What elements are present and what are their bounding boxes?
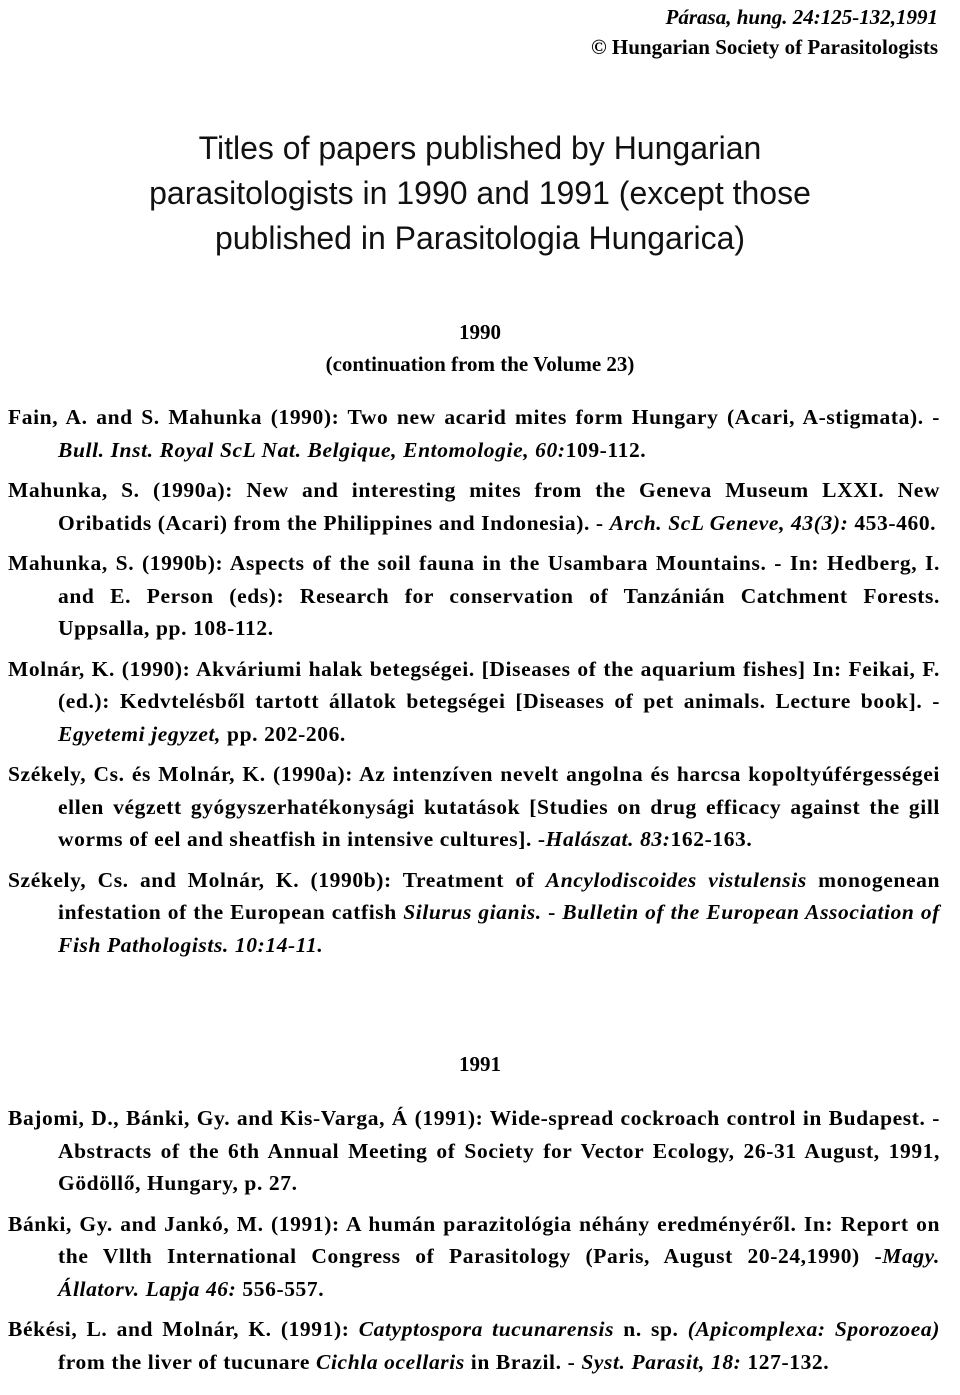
reference-item: Molnár, K. (1990): Akváriumi halak betegségei. [Diseases of the aquarium fishes] In: Feikai, F. (ed.): Kedvtelésből tartott állatok betegségei [Diseases of pet animals. Lecture book]. - Egyetemi jegyzet, pp. 202-206. [8, 656, 940, 746]
reference-item: Bajomi, D., Bánki, Gy. and Kis-Varga, Á (1991): Wide-spread cockroach control in Budapest. - Abstracts of the 6th Annual Meeting of Society for Vector Ecology, 26-31 August, 1991, Gödöllő, Hungary, p. 27. [8, 1106, 940, 1195]
reference-item: Békési, L. and Molnár, K. (1991): Catyptospora tucunarensis n. sp. (Apicomplexa: Sporozoea) from the liver of tucunare Cichla ocellaris in Brazil. - Syst. Parasit, 18: 127-132. [8, 1317, 940, 1374]
section-heading-1991 [0, 1048, 960, 1080]
running-header [591, 2, 938, 62]
title-line-2: parasitologists in 1990 and 1991 (except those [149, 175, 811, 211]
title-line-3: published in Parasitologia Hungarica) [214, 220, 746, 256]
paper-title [0, 126, 960, 261]
title-line-1: Titles of papers published by Hungarian [198, 130, 762, 166]
journal-citation: Párasa, hung. 24:125-132,1991 [665, 5, 938, 29]
copyright-line: © Hungarian Society of Parasitologists [590, 35, 938, 59]
reference-item: Mahunka, S. (1990b): Aspects of the soil fauna in the Usambara Mountains. - In: Hedberg, I. and E. Person (eds): Research for conservation of Tanzánián Catchment Forests. Uppsalla, pp. 108-112. [8, 551, 940, 640]
section-heading-1990 [0, 316, 960, 380]
reference-item: Székely, Cs. and Molnár, K. (1990b): Treatment of Ancylodiscoides vistulensis monogenean infestation of the European catfish Silurus gianis. - Bulletin of the European Association of Fish Pathologists. 10:14-11. [8, 867, 940, 957]
section-year: 1991 [459, 1052, 501, 1076]
reference-item: Mahunka, S. (1990a): New and interesting mites from the Geneva Museum LXXI. New Oribatids (Acari) from the Philippines and Indonesia). - Arch. ScL Geneve, 43(3): 453-460. [8, 478, 940, 535]
reference-list-1990 [8, 401, 940, 969]
reference-item: Fain, A. and S. Mahunka (1990): Two new acarid mites form Hungary (Acari, A-stigmata). -Bull. Inst. Royal ScL Nat. Belgique, Entomologie, 60:109-112. [8, 405, 940, 462]
reference-item: Bánki, Gy. and Jankó, M. (1991): A humán parazitológia néhány eredményéről. In: Report on the Vllth International Congress of Parasitology (Paris, August 20-24,1990) -Magy. Állatorv. Lapja 46: 556-557. [8, 1211, 940, 1301]
section-year: 1990 [459, 320, 501, 344]
reference-list-1991 [8, 1102, 940, 1386]
reference-item: Székely, Cs. és Molnár, K. (1990a): Az intenzíven nevelt angolna és harcsa kopoltyúférgességei ellen végzett gyógyszerhatékonysági kutatások [Studies on drug efficacy against the gill worms of eel and sheatfish in intensive cultures]. -Halászat. 83:162-163. [8, 762, 940, 851]
section-note: (continuation from the Volume 23) [325, 352, 635, 376]
